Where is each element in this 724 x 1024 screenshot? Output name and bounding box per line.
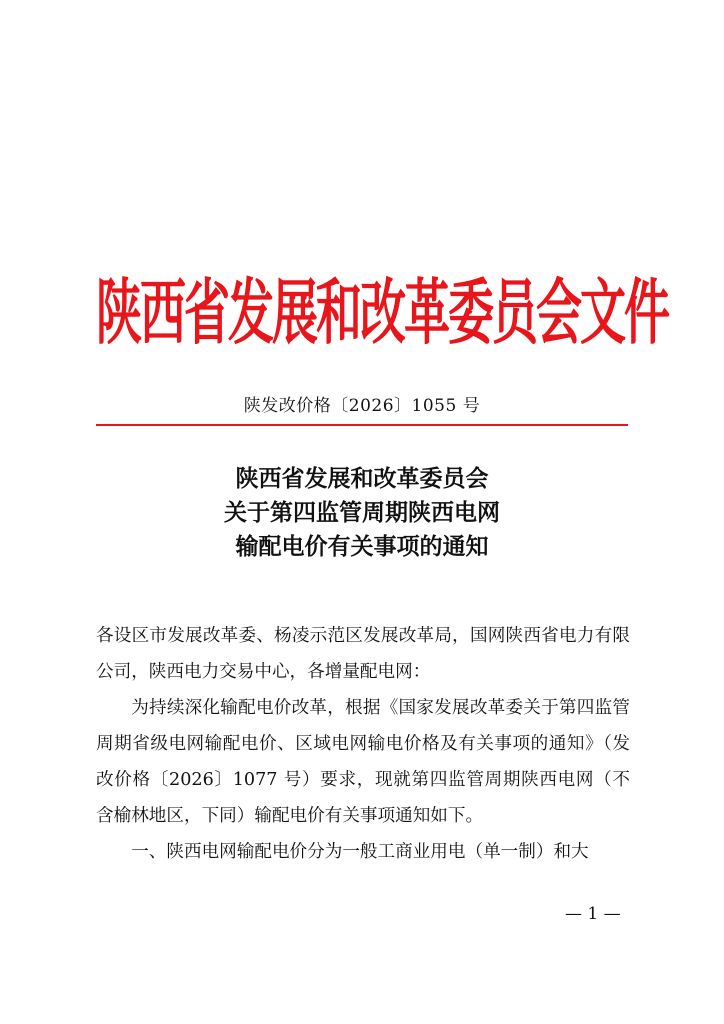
document-title xyxy=(96,462,628,564)
title-line-2: 关于第四监管周期陕西电网 xyxy=(224,499,500,526)
body-paragraph-1: 为持续深化输配电价改革，根据《国家发展改革委关于第四监管周期省级电网输配电价、区域电网输电价格及有关事项的通知》（发改价格〔2026〕1077 号）要求，现就第四监管周期陕西电网（不含榆林地区，下同）输配电价有关事项通知如下。 xyxy=(96,698,630,826)
document-body xyxy=(96,618,630,870)
title-line-3: 输配电价有关事项的通知 xyxy=(235,533,489,560)
red-separator-line xyxy=(96,424,628,426)
body-paragraph-2: 一、陕西电网输配电价分为一般工商业用电（单一制）和大 xyxy=(131,842,589,862)
document-number: 陕发改价格〔2026〕1055 号 xyxy=(243,396,481,416)
addressee-paragraph: 各设区市发展改革委、杨凌示范区发展改革局，国网陕西省电力有限公司，陕西电力交易中心，各增量配电网： xyxy=(96,626,630,682)
page-number: — 1 — xyxy=(565,904,621,924)
title-line-1: 陕西省发展和改革委员会 xyxy=(235,465,489,492)
red-header-issuer-title: 陕西省发展和改革委员会文件 xyxy=(96,270,668,355)
